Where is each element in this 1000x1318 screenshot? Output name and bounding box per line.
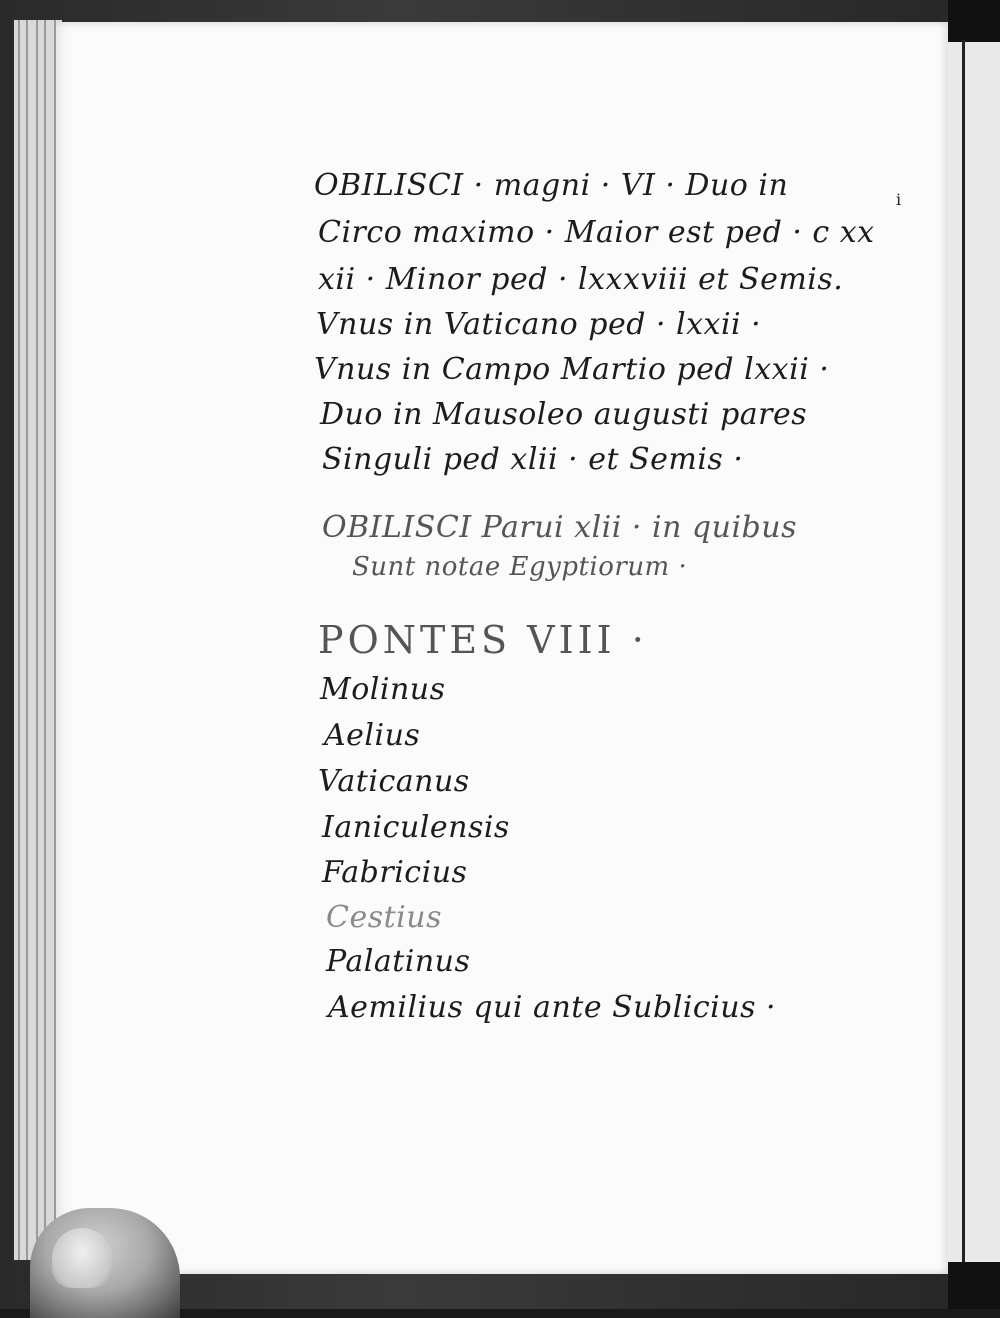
bridge-7: Palatinus [326,944,471,979]
text-line-4: Vnus in Vaticano ped · lxxii · [316,307,762,342]
thumb-nail [52,1228,112,1288]
bridge-2: Aelius [324,718,421,753]
folio-mark: i [896,190,902,209]
heading-pontes: PONTES VIII · [318,618,648,662]
text-line-2: Circo maximo · Maior est ped · c xx [318,215,875,250]
text-line-3: xii · Minor ped · lxxxviii et Semis. [318,262,844,297]
bridge-8: Aemilius qui ante Sublicius · [328,990,777,1025]
bridge-1: Molinus [320,672,446,707]
text-line-5: Vnus in Campo Martio ped lxxii · [314,352,830,387]
text-line-6: Duo in Mausoleo augusti pares [320,397,808,432]
text-line-9: Sunt notae Egyptiorum · [352,552,688,582]
bridge-3: Vaticanus [318,764,470,799]
manuscript-page [56,22,948,1274]
text-line-8: OBILISCI Parui xlii · in quibus [322,510,797,545]
text-line-1: OBILISCI · magni · VI · Duo in [314,168,789,203]
bridge-4: Ianiculensis [322,810,510,845]
next-page-edge [948,0,1000,1309]
bridge-5: Fabricius [322,855,468,890]
bridge-6: Cestius [326,900,442,935]
page-stack-edges [14,20,62,1260]
text-line-7: Singuli ped xlii · et Semis · [322,442,744,477]
